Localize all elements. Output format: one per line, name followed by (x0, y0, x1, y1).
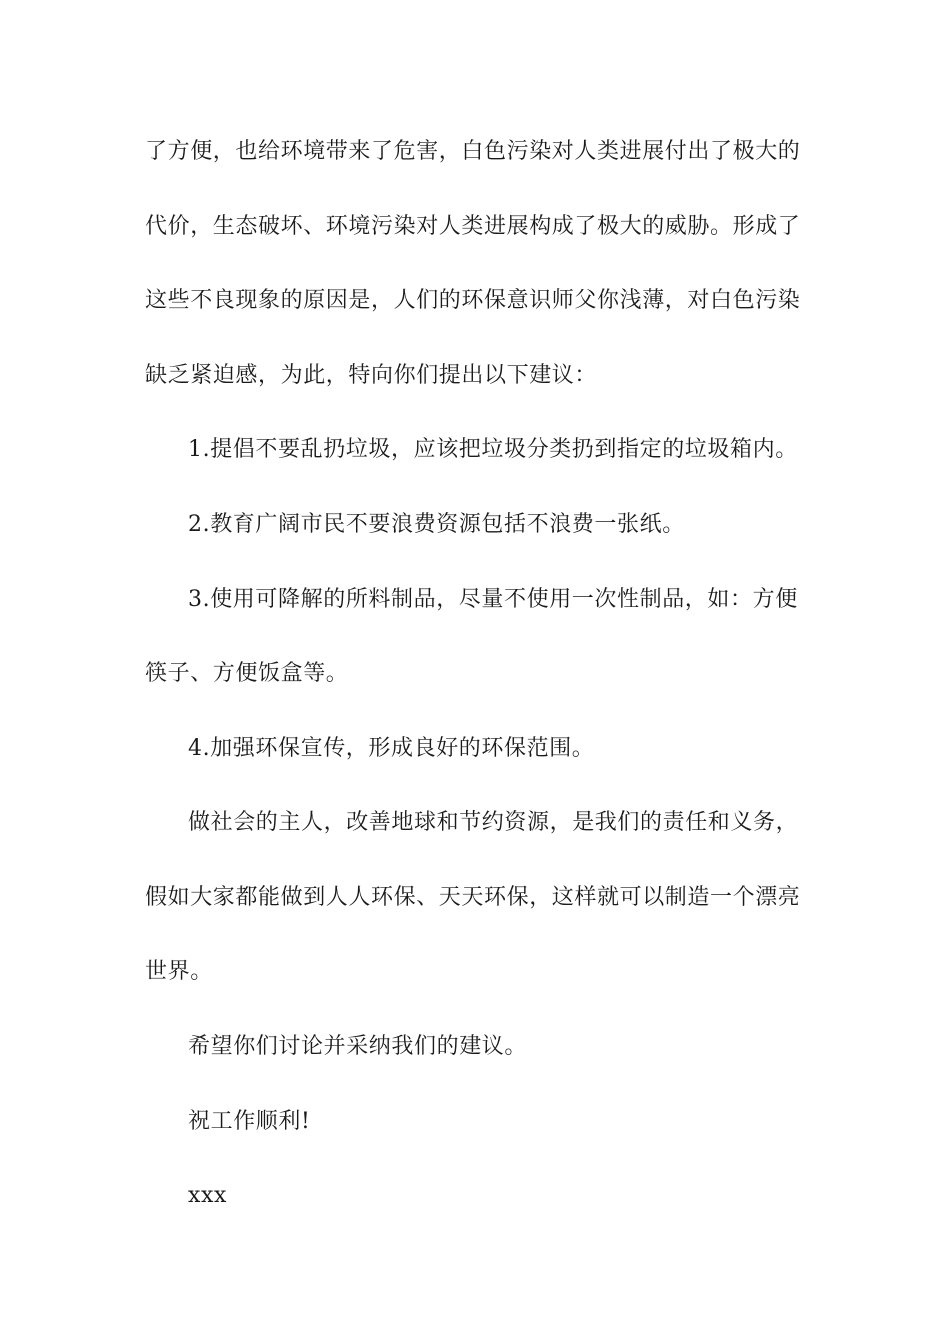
paragraph-line: 了方便，也给环境带来了危害，白色污染对人类进展付出了极大的 (145, 139, 801, 164)
paragraph-line: 世界。 (145, 959, 213, 984)
paragraph-line: 筷子、方便饭盒等。 (145, 661, 349, 686)
list-item-4: 4.加强环保宣传，形成良好的环保范围。 (188, 736, 595, 761)
list-item-1: 1.提倡不要乱扔垃圾，应该把垃圾分类扔到指定的垃圾箱内。 (188, 437, 798, 462)
paragraph-line: 这些不良现象的原因是，人们的环保意识师父你浅薄，对白色污染 (145, 288, 801, 313)
list-item-2: 2.教育广阔市民不要浪费资源包括不浪费一张纸。 (188, 512, 685, 537)
paragraph-line: 代价，生态破坏、环境污染对人类进展构成了极大的威胁。形成了 (145, 214, 801, 239)
paragraph-line: 假如大家都能做到人人环保、天天环保，这样就可以制造一个漂亮 (145, 885, 801, 910)
list-item-3: 3.使用可降解的所料制品，尽量不使用一次性制品，如：方便 (188, 587, 798, 612)
closing-greeting: 祝工作顺利! (188, 1109, 311, 1134)
closing-request: 希望你们讨论并采纳我们的建议。 (188, 1034, 528, 1059)
paragraph-line: 缺乏紧迫感，为此，特向你们提出以下建议： (145, 363, 598, 388)
signature: xxx (188, 1183, 228, 1208)
paragraph-line: 做社会的主人，改善地球和节约资源，是我们的责任和义务， (188, 810, 799, 835)
